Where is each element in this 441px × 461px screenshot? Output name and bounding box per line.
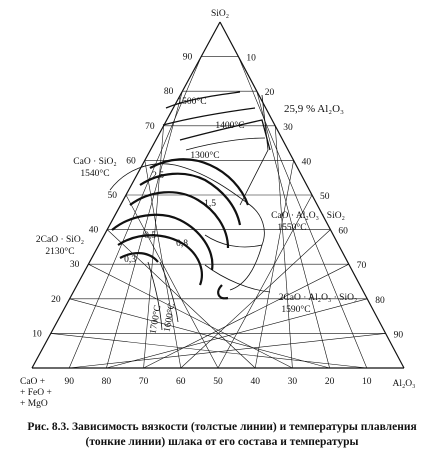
isotherm-lines [107,92,270,330]
triangle-grid [32,22,404,368]
bottom-tick-label: 70 [138,377,149,387]
vertex-cao-label: CaO + [20,377,46,387]
phase-cs-temp: 1540°C [80,169,110,179]
grid-line-left [88,264,292,368]
bottom-tick-label: 40 [250,377,260,387]
right-tick-label: 20 [264,88,275,99]
viscosity-label-25: 2,5 [152,171,164,181]
visc-25 [150,159,248,205]
bottom-tick-label: 30 [287,377,298,387]
right-tick-label: 30 [283,122,293,133]
isotherm-1700-label: 1700°C [148,304,164,335]
vertex-al2o3-label: Al₂O₃ [392,379,416,389]
phase-cas2-label: CaO · Al₂O₃ · SiO₂ [271,211,345,221]
liquidus-inner [107,164,264,245]
right-tick-label: 90 [393,330,404,341]
left-tick-label: 70 [145,121,155,132]
phase-cs-label: CaO · SiO₂ [73,157,117,167]
phase-cas2-temp: 1550°C [277,223,307,233]
tie-line [240,95,268,205]
isotherm-1400-label: 1400°C [215,121,245,131]
grid-line-right [69,333,385,368]
viscosity-label-03: 0,3 [124,255,136,265]
bottom-tick-label: 50 [213,377,223,387]
viscosity-label-15: 1,5 [204,199,216,209]
bottom-tick-label: 10 [362,377,372,387]
grid-line-left [51,333,367,368]
visc-15 [140,174,240,225]
left-tick-label: 60 [126,156,136,167]
phase-c2as-label: 2CaO · Al₂O₃ · SiO₂ [278,293,358,303]
vertex-cao-label: + FeO + [20,388,52,398]
right-tick-label: 10 [246,53,256,64]
left-tick-label: 10 [32,329,42,340]
viscosity-lines [112,159,248,298]
right-tick-label: 60 [338,226,348,237]
phase-c2s-label: 2CaO · SiO₂ [35,235,85,245]
bottom-tick-label: 20 [324,377,335,387]
figure-caption: Рис. 8.3. Зависимость вязкости (толстые линии) и температуры плавления (тонкие линии) шлака от его состава и температуры [27,421,417,448]
phase-c2s-temp: 2130°C [45,247,75,257]
right-tick-label: 70 [356,261,367,272]
bottom-tick-label: 90 [64,377,74,387]
c2as-field [205,265,270,292]
alumina-line-label: 25,9 % Al₂O₃ [284,103,344,115]
bottom-tick-label: 80 [101,377,112,387]
right-tick-label: 80 [375,295,385,306]
left-tick-label: 90 [182,52,193,63]
visc-hook [218,285,228,298]
left-tick-label: 80 [163,87,174,98]
right-tick-label: 40 [301,157,312,168]
left-tick-label: 30 [69,260,80,271]
vertex-cao-label: + MgO [20,399,48,409]
bottom-tick-label: 60 [176,377,186,387]
left-tick-label: 50 [107,191,117,201]
vertex-sio2-label: SiO₂ [210,9,230,19]
isotherm-1500-label: 1500°C [177,97,207,107]
left-tick-label: 20 [51,294,61,305]
diagram-labels [20,9,416,409]
viscosity-label-05: 0,5 [144,231,156,241]
right-tick-label: 50 [320,192,330,202]
isotherm-1300-label: 1300°C [190,151,220,161]
viscosity-label-08: 0,8 [176,239,188,249]
phase-c2as-temp: 1590°C [281,305,311,315]
isotherm-1300-b [186,138,265,150]
left-tick-label: 40 [88,225,99,236]
isotherm-1600-label: 1600°C [162,302,178,333]
